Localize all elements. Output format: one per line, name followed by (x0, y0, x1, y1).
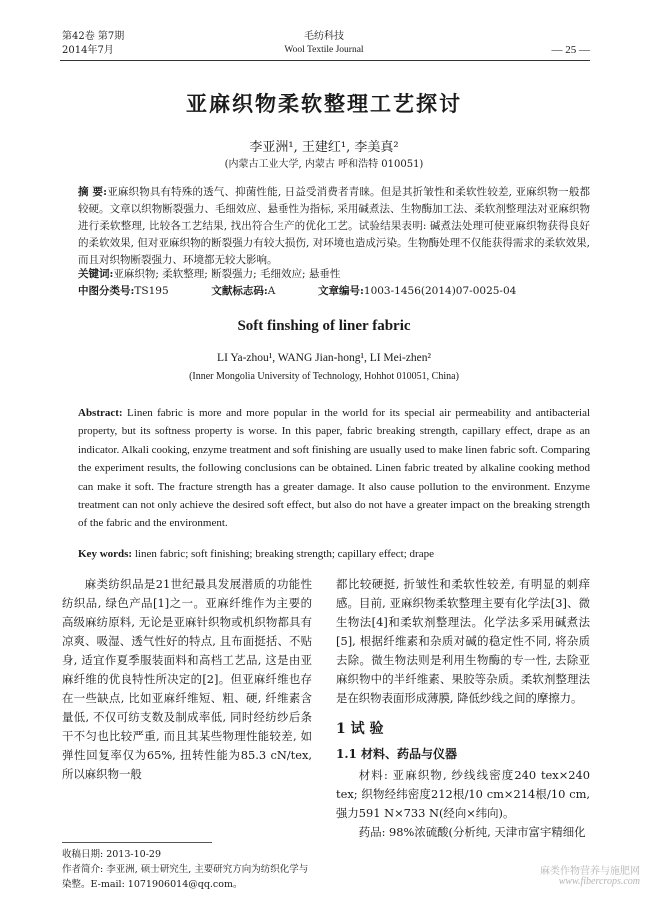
materials-paragraph: 材料: 亚麻织物, 纱线线密度240 tex×240 tex; 织物经纬密度212根/10 cm×214根/10 cm, 强力591 N×733 N(经向×纬向)。 (336, 768, 590, 820)
keywords-en-text: linen fabric; soft finishing; breaking strength; capillary effect; drape (134, 548, 434, 560)
header-page-number: — 25 — (551, 44, 590, 56)
header-rule (60, 60, 590, 61)
abstract-cn (78, 184, 590, 269)
title-cn: 亚麻织物柔软整理工艺探讨 (186, 91, 462, 116)
section-heading-1: 1 试 验 (336, 721, 384, 737)
abstract-cn-label: 摘 要: (78, 186, 108, 198)
doc-code-value: A (267, 285, 276, 297)
keywords-cn (78, 266, 590, 283)
clc-value: TS195 (134, 285, 169, 297)
keywords-cn-label: 关键词: (78, 268, 114, 280)
authors-en: LI Ya-zhou¹, WANG Jian-hong¹, LI Mei-zhen² (217, 352, 431, 364)
reagents-paragraph: 药品: 98%浓硫酸(分析纯, 天津市富宇精细化 (358, 825, 586, 839)
header-journal-cn: 毛纺科技 (304, 31, 344, 42)
body-right-paragraph: 都比较硬挺, 折皱性和柔软性较差, 有明显的刺痒感。目前, 亚麻织物柔软整理主要有化学法[3]、微生物法[4]和柔软剂整理法。化学法多采用碱煮法[5], 根据纤维素和杂质对碱的稳定性不同, 将杂质去除。微生物法则是利用生物酶的专一性, 去除亚麻织物中的半纤维素、果胶等杂质。柔软剂整理法是在织物表面形成薄膜, 降低纱线之间的摩擦力。 (336, 577, 590, 705)
keywords-cn-text: 亚麻织物; 柔软整理; 断裂强力; 毛细效应; 悬垂性 (113, 268, 341, 280)
body-left-paragraph: 麻类纺织品是21世纪最具发展潜质的功能性纺织品, 绿色产品[1]之一。亚麻纤维作为主要的高级麻纺原料, 无论是亚麻针织物或机织物都具有凉爽、吸湿、透气性好的特点, 且布面挺括、不贴身, 适宜作夏季服装面料和高档工艺品, 这是由亚麻纤维的优良特性所决定的[2]。但亚麻纤维也存在一些缺点, 比如亚麻纤维短、粗、硬, 纤维素含量低, 不仅可纺支数及制成率低, 同时经纺纱后条干不匀也比较严重, 而且其某些物理性能较差, 如弹性回复率仅为65%, 扭转性能为85.3 cN/tex, 所以麻织物一般 (62, 577, 312, 781)
affiliation-en: (Inner Mongolia University of Technology, Hohhot 010051, China) (189, 371, 459, 382)
watermark-url: www.fibercrops.com (558, 876, 640, 887)
article-no-value: 1003-1456(2014)07-0025-04 (363, 285, 517, 297)
watermark-cn: 麻类作物营养与施肥网 (540, 866, 640, 877)
header-volume-issue: 第42卷 第7期 (62, 31, 125, 42)
body-right-column (336, 575, 590, 842)
header-date: 2014年7月 (62, 45, 114, 56)
keywords-en-label: Key words: (78, 548, 133, 560)
footnote-block (62, 847, 312, 892)
footnote-received: 收稿日期: 2013-10-29 (62, 849, 161, 860)
abstract-en-label: Abstract: (78, 407, 123, 419)
footnote-author-bio: 作者简介: 李亚洲, 硕士研究生, 主要研究方向为纺织化学与染整。E-mail: 1071906014@qq.com。 (62, 864, 309, 890)
body-left-column (62, 575, 312, 784)
classification-line (78, 283, 590, 300)
affiliation-cn: (内蒙古工业大学, 内蒙古 呼和浩特 010051) (224, 159, 424, 170)
header-journal-en: Wool Textile Journal (284, 45, 364, 55)
abstract-cn-text: 亚麻织物具有特殊的透气、抑菌性能, 日益受消费者青睐。但是其折皱性和柔软性较差, 亚麻织物一般都较硬。文章以织物断裂强力、毛细效应、悬垂性为指标, 采用碱煮法、生物酶加工法、柔软剂整理法对亚麻织物进行柔软整理, 比较各工艺结果, 找出符合生产的优化工艺。试验结果表明: 碱煮法处理可使亚麻织物获得良好的柔软效果, 但对亚麻织物的断裂强力有较大损伤, 对环境也造成污染。生物酶处理不仅能获得需求的柔软效果, 而且对织物断裂强力、环境都无较大影响。 (78, 186, 590, 266)
title-en: Soft finshing of liner fabric (237, 318, 411, 334)
keywords-en (78, 545, 590, 563)
clc-label: 中图分类号: (78, 285, 135, 297)
abstract-en-text: Linen fabric is more and more popular in the world for its special air permeability and antibacterial property, but its softness property is worse. In this paper, fabric breaking strength, capillary effect, drape as an indicator. Alkali cooking, enzyme treatment and soft finishing are usually used to make linen fabric soft. Comparing the experiment results, the following conclusions can be obtained. Linen fabric treated by alkaline cooking method can make it soft. The fracture strength has a greater damage. It also cause pollution to the environment. Enzyme treatment can not only achieve the desired soft effect, but also do not have a greater impact on the breaking strength of the fabric and the environment. (78, 407, 591, 530)
authors-cn: 李亚洲¹, 王建红¹, 李美真² (249, 140, 399, 155)
doc-code-label: 文献标志码: (211, 285, 268, 297)
footnote-rule (62, 842, 212, 843)
article-no-label: 文章编号: (318, 285, 364, 297)
subsection-heading-1-1: 1.1 材料、药品与仪器 (336, 747, 458, 761)
abstract-en (78, 404, 590, 533)
